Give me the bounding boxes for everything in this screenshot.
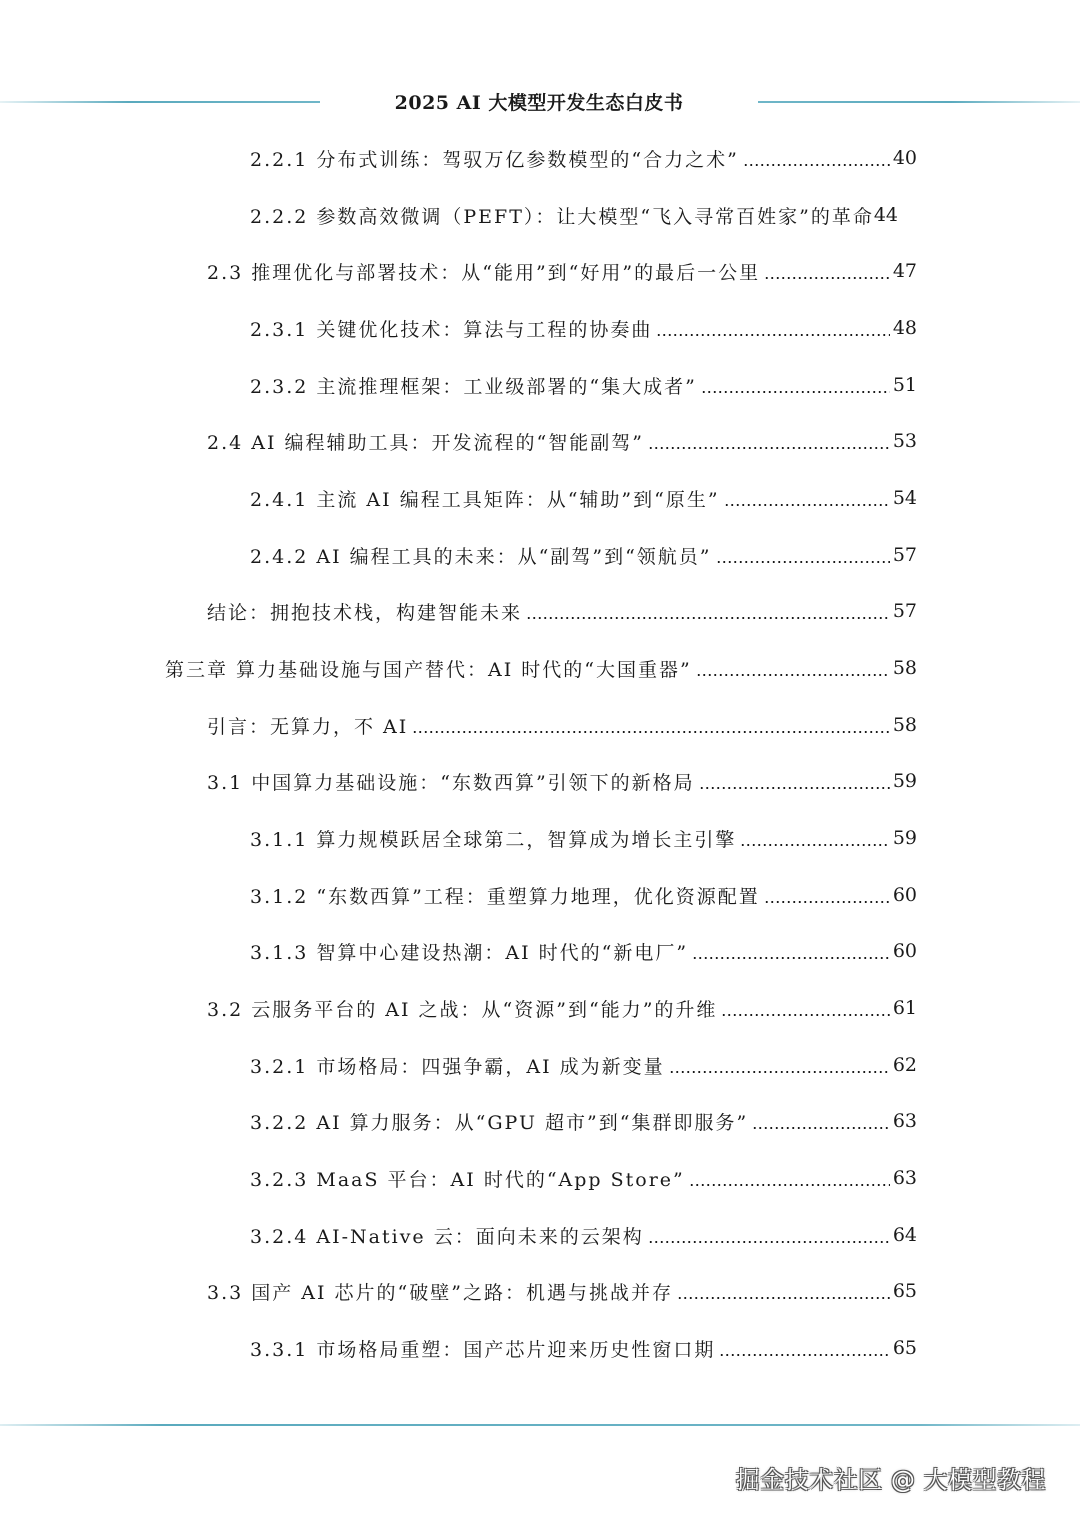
toc-entry-2-2-1[interactable] xyxy=(250,138,917,178)
toc-entry-label: 2.4.1 主流 AI 编程工具矩阵：从“辅助”到“原生” xyxy=(250,488,720,511)
toc-entry-2-2-2[interactable] xyxy=(250,195,922,235)
toc-entry-label: 3.3 国产 AI 芯片的“破壁”之路：机遇与挑战并存 xyxy=(207,1281,673,1304)
toc-page-number: 59 xyxy=(892,827,917,849)
toc-page-number: 57 xyxy=(892,544,917,566)
toc-dot-leader xyxy=(689,1184,890,1186)
toc-entry-2-4[interactable] xyxy=(207,421,917,461)
toc-dot-leader xyxy=(716,561,890,563)
toc-entry-2-3-1[interactable] xyxy=(250,308,917,348)
toc-entry-3-2-1[interactable] xyxy=(250,1045,917,1085)
toc-page-number: 60 xyxy=(892,884,917,906)
toc-dot-leader xyxy=(719,1354,889,1356)
toc-entry-label: 3.2 云服务平台的 AI 之战：从“资源”到“能力”的升维 xyxy=(207,998,718,1021)
toc-entry-label: 3.2.2 AI 算力服务：从“GPU 超市”到“集群即服务” xyxy=(250,1111,749,1134)
toc-page-number: 65 xyxy=(892,1337,917,1359)
toc-dot-leader xyxy=(648,447,890,449)
toc-page-number: 53 xyxy=(892,430,917,452)
toc-entry-label: 2.2.2 参数高效微调（PEFT）：让大模型“飞入寻常百姓家”的革命 xyxy=(250,205,874,228)
toc-entry-2-3[interactable] xyxy=(207,251,917,291)
toc-entry-3-2-3[interactable] xyxy=(250,1158,917,1198)
toc-entry-conclusion[interactable] xyxy=(207,591,917,631)
toc-entry-label: 2.3.1 关键优化技术：算法与工程的协奏曲 xyxy=(250,318,653,341)
toc-entry-3-2[interactable] xyxy=(207,988,917,1028)
toc-dot-leader xyxy=(677,1297,890,1299)
toc-entry-3-3-1[interactable] xyxy=(250,1328,917,1368)
toc-page-number: 48 xyxy=(892,317,917,339)
header-rule-left xyxy=(0,101,320,103)
toc-dot-leader xyxy=(412,731,890,733)
toc-page-number: 63 xyxy=(892,1110,917,1132)
footer-rule xyxy=(0,1424,1080,1426)
toc-entry-label: 3.1.3 智算中心建设热潮：AI 时代的“新电厂” xyxy=(250,941,689,964)
toc-page-number: 59 xyxy=(892,770,917,792)
toc-page-number: 65 xyxy=(892,1280,917,1302)
toc-entry-2-4-1[interactable] xyxy=(250,478,917,518)
toc-page-number: 61 xyxy=(892,997,917,1019)
toc-page-number: 51 xyxy=(892,374,917,396)
toc-dot-leader xyxy=(526,617,890,619)
toc-dot-leader xyxy=(721,1014,889,1016)
toc-entry-label: 3.2.1 市场格局：四强争霸，AI 成为新变量 xyxy=(250,1055,665,1078)
toc-entry-label: 结论：拥抱技术栈，构建智能未来 xyxy=(207,601,523,624)
toc-entry-label: 3.3.1 市场格局重塑：国产芯片迎来历史性窗口期 xyxy=(250,1338,716,1361)
toc-dot-leader xyxy=(764,277,890,279)
toc-page-number: 54 xyxy=(892,487,917,509)
toc-dot-leader xyxy=(764,901,890,903)
toc-entry-label: 引言：无算力，不 AI xyxy=(207,715,409,738)
page-header-title: 2025 AI 大模型开发生态白皮书 xyxy=(394,92,684,114)
toc-entry-label: 3.1.2 “东数西算”工程：重塑算力地理，优化资源配置 xyxy=(250,885,760,908)
toc-dot-leader xyxy=(669,1071,890,1073)
toc-dot-leader xyxy=(740,844,889,846)
toc-entry-3-1[interactable] xyxy=(207,761,917,801)
toc-entry-3-2-4[interactable] xyxy=(250,1215,917,1255)
toc-entry-introduction[interactable] xyxy=(207,705,917,745)
toc-dot-leader xyxy=(699,787,890,789)
toc-dot-leader xyxy=(692,957,890,959)
toc-entry-label: 3.1.1 算力规模跃居全球第二，智算成为增长主引擎 xyxy=(250,828,737,851)
toc-page-number: 58 xyxy=(892,714,917,736)
toc-entry-label: 3.2.3 MaaS 平台：AI 时代的“App Store” xyxy=(250,1168,685,1191)
toc-entry-label: 2.2.1 分布式训练：驾驭万亿参数模型的“合力之术” xyxy=(250,148,739,171)
toc-dot-leader xyxy=(648,1241,890,1243)
toc-page-number: 47 xyxy=(892,260,917,282)
toc-dot-leader xyxy=(752,1127,890,1129)
toc-page-number: 60 xyxy=(892,940,917,962)
toc-page-number: 40 xyxy=(892,147,917,169)
toc-page-number: 62 xyxy=(892,1054,917,1076)
toc-entry-3-1-3[interactable] xyxy=(250,931,917,971)
toc-dot-leader xyxy=(701,391,890,393)
toc-page-number: 44 xyxy=(873,204,899,226)
toc-entry-label: 3.2.4 AI-Native 云：面向未来的云架构 xyxy=(250,1225,644,1248)
toc-dot-leader xyxy=(696,674,890,676)
toc-entry-chapter-3[interactable] xyxy=(165,648,917,688)
toc-entry-3-2-2[interactable] xyxy=(250,1101,917,1141)
toc-entry-label: 2.4.2 AI 编程工具的未来：从“副驾”到“领航员” xyxy=(250,545,712,568)
toc-entry-2-4-2[interactable] xyxy=(250,535,917,575)
toc-entry-3-1-2[interactable] xyxy=(250,875,917,915)
header-rule-right xyxy=(758,101,1080,103)
toc-entry-3-3[interactable] xyxy=(207,1271,917,1311)
toc-dot-leader xyxy=(656,334,889,336)
watermark: 掘金技术社区 @ 大模型教程 xyxy=(735,1466,1046,1494)
toc-page-number: 63 xyxy=(892,1167,917,1189)
toc-page-number: 64 xyxy=(892,1224,917,1246)
toc-entry-3-1-1[interactable] xyxy=(250,818,917,858)
toc-entry-label: 第三章 算力基础设施与国产替代：AI 时代的“大国重器” xyxy=(165,658,692,681)
toc-entry-label: 2.3.2 主流推理框架：工业级部署的“集大成者” xyxy=(250,375,697,398)
toc-entry-label: 2.3 推理优化与部署技术：从“能用”到“好用”的最后一公里 xyxy=(207,261,761,284)
toc-dot-leader xyxy=(724,504,890,506)
toc-entry-label: 3.1 中国算力基础设施：“东数西算”引领下的新格局 xyxy=(207,771,695,794)
toc-entry-label: 2.4 AI 编程辅助工具：开发流程的“智能副驾” xyxy=(207,431,644,454)
toc-dot-leader xyxy=(743,164,890,166)
toc-entry-2-3-2[interactable] xyxy=(250,365,917,405)
toc-page-number: 58 xyxy=(892,657,917,679)
toc-page-number: 57 xyxy=(892,600,917,622)
